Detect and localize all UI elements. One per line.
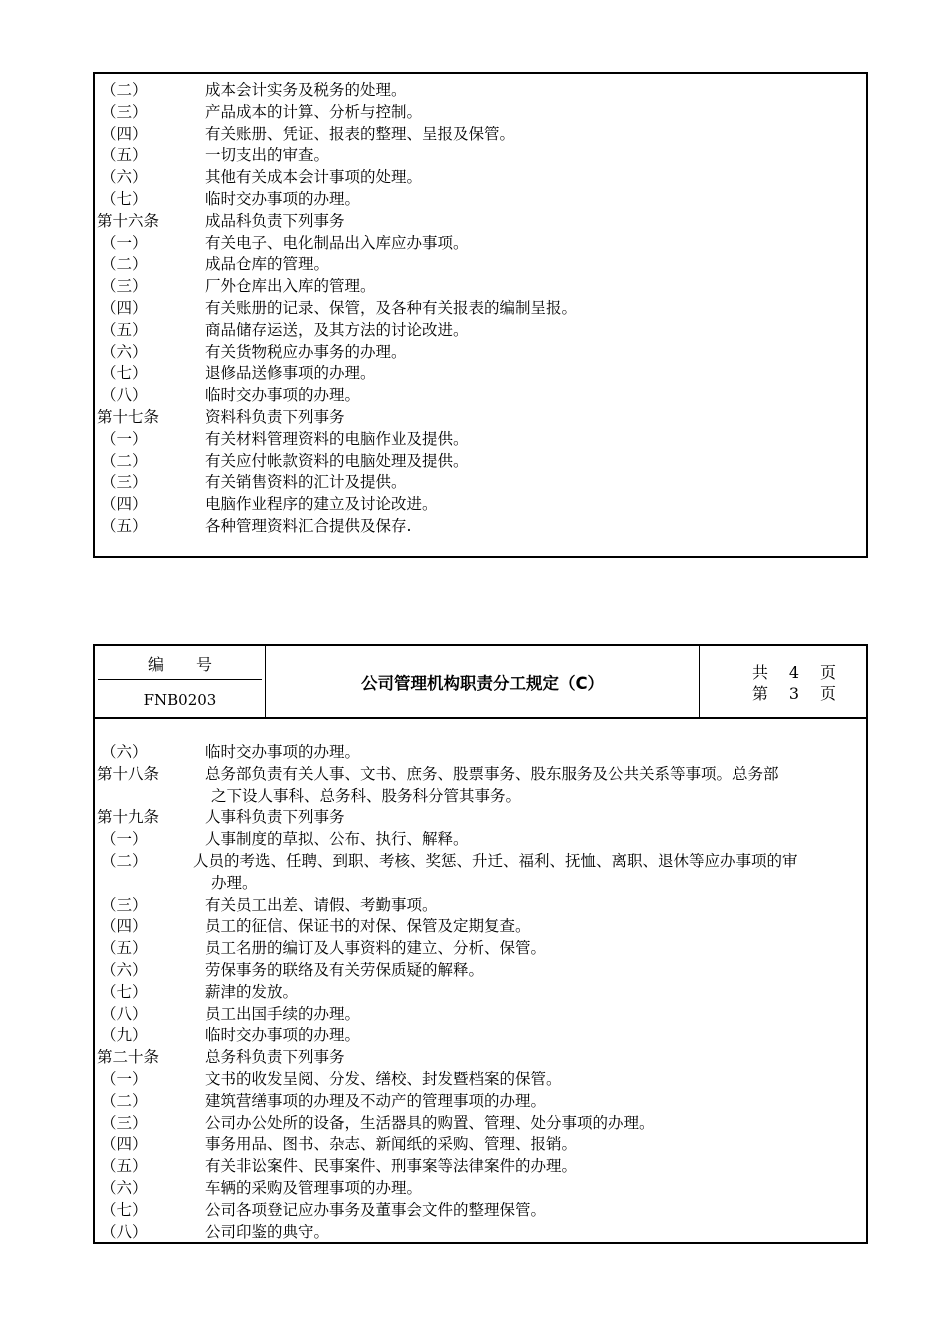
list-item [97, 451, 864, 473]
item-number: （四） [101, 124, 148, 143]
document-page-box [93, 644, 868, 1244]
list-item [97, 342, 864, 364]
code-label: 编 号 [98, 646, 262, 680]
item-text: 临时交办事项的办理。 [205, 1026, 361, 1045]
item-text: 有关员工出差、请假、考勤事项。 [205, 895, 438, 914]
item-number: 第十九条 [97, 808, 160, 827]
item-text: 文书的收发呈阅、分发、缮校、封发暨档案的保管。 [205, 1069, 562, 1088]
item-number: （七） [101, 364, 148, 383]
item-text: 资料科负责下列事务 [205, 407, 345, 426]
item-number: （三） [101, 473, 148, 492]
list-item [97, 851, 864, 873]
item-number: 第十七条 [97, 407, 160, 426]
item-text: 员工名册的编订及人事资料的建立、分析、保管。 [205, 939, 547, 958]
item-text: 人员的考选、任聘、到职、考核、奖惩、升迁、福利、抚恤、离职、退休等应办事项的审 [193, 851, 798, 870]
item-text: 有关非讼案件、民事案件、刑事案等法律案件的办理。 [205, 1157, 578, 1176]
item-number: （二） [101, 255, 148, 274]
article-list-top [97, 80, 864, 538]
list-item [97, 982, 864, 1004]
item-text: 建筑营缮事项的办理及不动产的管理事项的办理。 [205, 1091, 547, 1110]
item-number: （六） [101, 342, 148, 361]
list-item [97, 516, 864, 538]
list-item [97, 407, 864, 429]
item-number: （二） [101, 81, 148, 99]
item-text: 退修品送修事项的办理。 [205, 364, 376, 383]
item-number: （六） [101, 1178, 148, 1197]
item-number: （一） [101, 233, 148, 252]
item-text: 有关销售资料的汇计及提供。 [205, 473, 407, 492]
item-text: 有关账册、凭证、报表的整理、呈报及保管。 [205, 124, 516, 143]
item-text: 薪津的发放。 [205, 982, 299, 1001]
item-number: （五） [101, 516, 148, 535]
list-item [97, 1156, 864, 1178]
item-text: 公司办公处所的设备，生活器具的购置、管理、处分事项的办理。 [205, 1113, 655, 1132]
list-item [97, 429, 864, 451]
list-item [97, 276, 864, 298]
item-text: 人事制度的草拟、公布、执行、解释。 [205, 830, 469, 849]
list-item [97, 80, 864, 102]
item-number: （七） [101, 1200, 148, 1219]
item-text: 总务科负责下列事务 [205, 1048, 345, 1067]
item-number: （八） [101, 1004, 148, 1023]
list-item [97, 254, 864, 276]
item-text: 商品储存运送，及其方法的讨论改进。 [205, 320, 469, 339]
item-text: 有关货物税应办事务的办理。 [205, 342, 407, 361]
list-item [97, 211, 864, 233]
list-item [97, 1047, 864, 1069]
item-number: （六） [101, 168, 148, 187]
list-item [97, 1134, 864, 1156]
item-number: （五） [101, 320, 148, 339]
item-text: 公司印鉴的典守。 [205, 1222, 330, 1241]
list-item [97, 124, 864, 146]
item-text: 产品成本的计算、分析与控制。 [205, 102, 423, 121]
list-item [97, 494, 864, 516]
list-item [97, 1222, 864, 1244]
list-item [97, 764, 864, 786]
list-item [97, 1200, 864, 1222]
item-number: （三） [101, 277, 148, 296]
continuation-box [93, 72, 868, 558]
list-item [97, 102, 864, 124]
item-number: （四） [101, 298, 148, 317]
list-item [97, 742, 864, 764]
list-item [97, 363, 864, 385]
list-item [97, 189, 864, 211]
list-item-continuation [97, 786, 864, 808]
list-item [97, 472, 864, 494]
item-number: 第二十条 [97, 1048, 160, 1067]
item-number: （八） [101, 1222, 148, 1241]
item-number: （二） [101, 1091, 148, 1110]
list-item [97, 1025, 864, 1047]
item-text: 车辆的采购及管理事项的办理。 [205, 1178, 423, 1197]
list-item [97, 298, 864, 320]
item-number: （七） [101, 189, 148, 208]
item-text: 临时交办事项的办理。 [205, 386, 361, 405]
list-item [97, 1004, 864, 1026]
item-text: 有关应付帐款资料的电脑处理及提供。 [205, 451, 469, 470]
list-item [97, 233, 864, 255]
item-number: （六） [101, 960, 148, 979]
current-page-line: 第 3 页 [751, 684, 836, 703]
item-text: 人事科负责下列事务 [205, 808, 345, 827]
list-item [97, 807, 864, 829]
item-text: 事务用品、图书、杂志、新闻纸的采购、管理、报销。 [205, 1135, 578, 1154]
list-item [97, 385, 864, 407]
item-text: 劳保事务的联络及有关劳保质疑的解释。 [205, 960, 485, 979]
item-number: （九） [101, 1026, 148, 1045]
list-item [97, 145, 864, 167]
list-item [97, 1178, 864, 1200]
item-text: 有关账册的记录、保管，及各种有关报表的编制呈报。 [205, 298, 578, 317]
item-text: 总务部负责有关人事、文书、庶务、股票事务、股东服务及公共关系等事项。总务部 [205, 764, 779, 783]
item-text: 有关材料管理资料的电脑作业及提供。 [205, 429, 469, 448]
item-number: （二） [101, 851, 148, 870]
document-title: 公司管理机构职责分工规定（C） [266, 646, 700, 717]
item-text: 办理。 [211, 873, 258, 892]
item-number: 第十六条 [97, 211, 160, 230]
list-item [97, 167, 864, 189]
item-number: （一） [101, 429, 148, 448]
item-number: （七） [101, 982, 148, 1001]
item-number: （二） [101, 451, 148, 470]
code-value: FNB0203 [143, 691, 217, 709]
item-number: （三） [101, 1113, 148, 1132]
list-item-continuation [97, 873, 864, 895]
item-number: 第十八条 [97, 764, 160, 783]
list-item [97, 320, 864, 342]
item-number: （八） [101, 386, 148, 405]
item-text: 之下设人事科、总务科、股务科分管其事务。 [211, 786, 522, 805]
item-number: （四） [101, 1135, 148, 1154]
item-text: 临时交办事项的办理。 [205, 189, 361, 208]
item-text: 成本会计实务及税务的处理。 [205, 81, 407, 99]
total-pages: 4 [788, 663, 800, 682]
item-text: 成品仓库的管理。 [205, 255, 330, 274]
item-text: 厂外仓库出入库的管理。 [205, 277, 376, 296]
item-text: 电脑作业程序的建立及讨论改进。 [205, 495, 438, 514]
item-text: 其他有关成本会计事项的处理。 [205, 168, 423, 187]
item-number: （六） [101, 743, 148, 761]
list-item [97, 916, 864, 938]
item-text: 公司各项登记应办事务及董事会文件的整理保管。 [205, 1200, 547, 1219]
item-number: （五） [101, 146, 148, 165]
item-text: 一切支出的审查。 [205, 146, 330, 165]
item-text: 有关电子、电化制品出入库应办事项。 [205, 233, 469, 252]
list-item [97, 1091, 864, 1113]
current-page: 3 [788, 684, 800, 703]
item-text: 成品科负责下列事务 [205, 211, 345, 230]
item-text: 各种管理资料汇合提供及保存. [205, 516, 412, 535]
item-text: 员工出国手续的办理。 [205, 1004, 361, 1023]
list-item [97, 960, 864, 982]
code-cell [95, 646, 266, 717]
item-number: （三） [101, 895, 148, 914]
item-number: （一） [101, 830, 148, 849]
item-text: 员工的征信、保证书的对保、保管及定期复查。 [205, 917, 531, 936]
total-pages-line: 共 4 页 [751, 663, 836, 682]
article-list-bottom [97, 742, 864, 1243]
list-item [97, 938, 864, 960]
item-number: （四） [101, 917, 148, 936]
item-number: （五） [101, 1157, 148, 1176]
list-item [97, 895, 864, 917]
page-count-cell [701, 646, 866, 717]
item-number: （三） [101, 102, 148, 121]
item-text: 临时交办事项的办理。 [205, 743, 361, 761]
item-number: （五） [101, 939, 148, 958]
list-item [97, 1113, 864, 1135]
item-number: （一） [101, 1069, 148, 1088]
document-header [95, 646, 866, 719]
list-item [97, 1069, 864, 1091]
item-number: （四） [101, 495, 148, 514]
list-item [97, 829, 864, 851]
